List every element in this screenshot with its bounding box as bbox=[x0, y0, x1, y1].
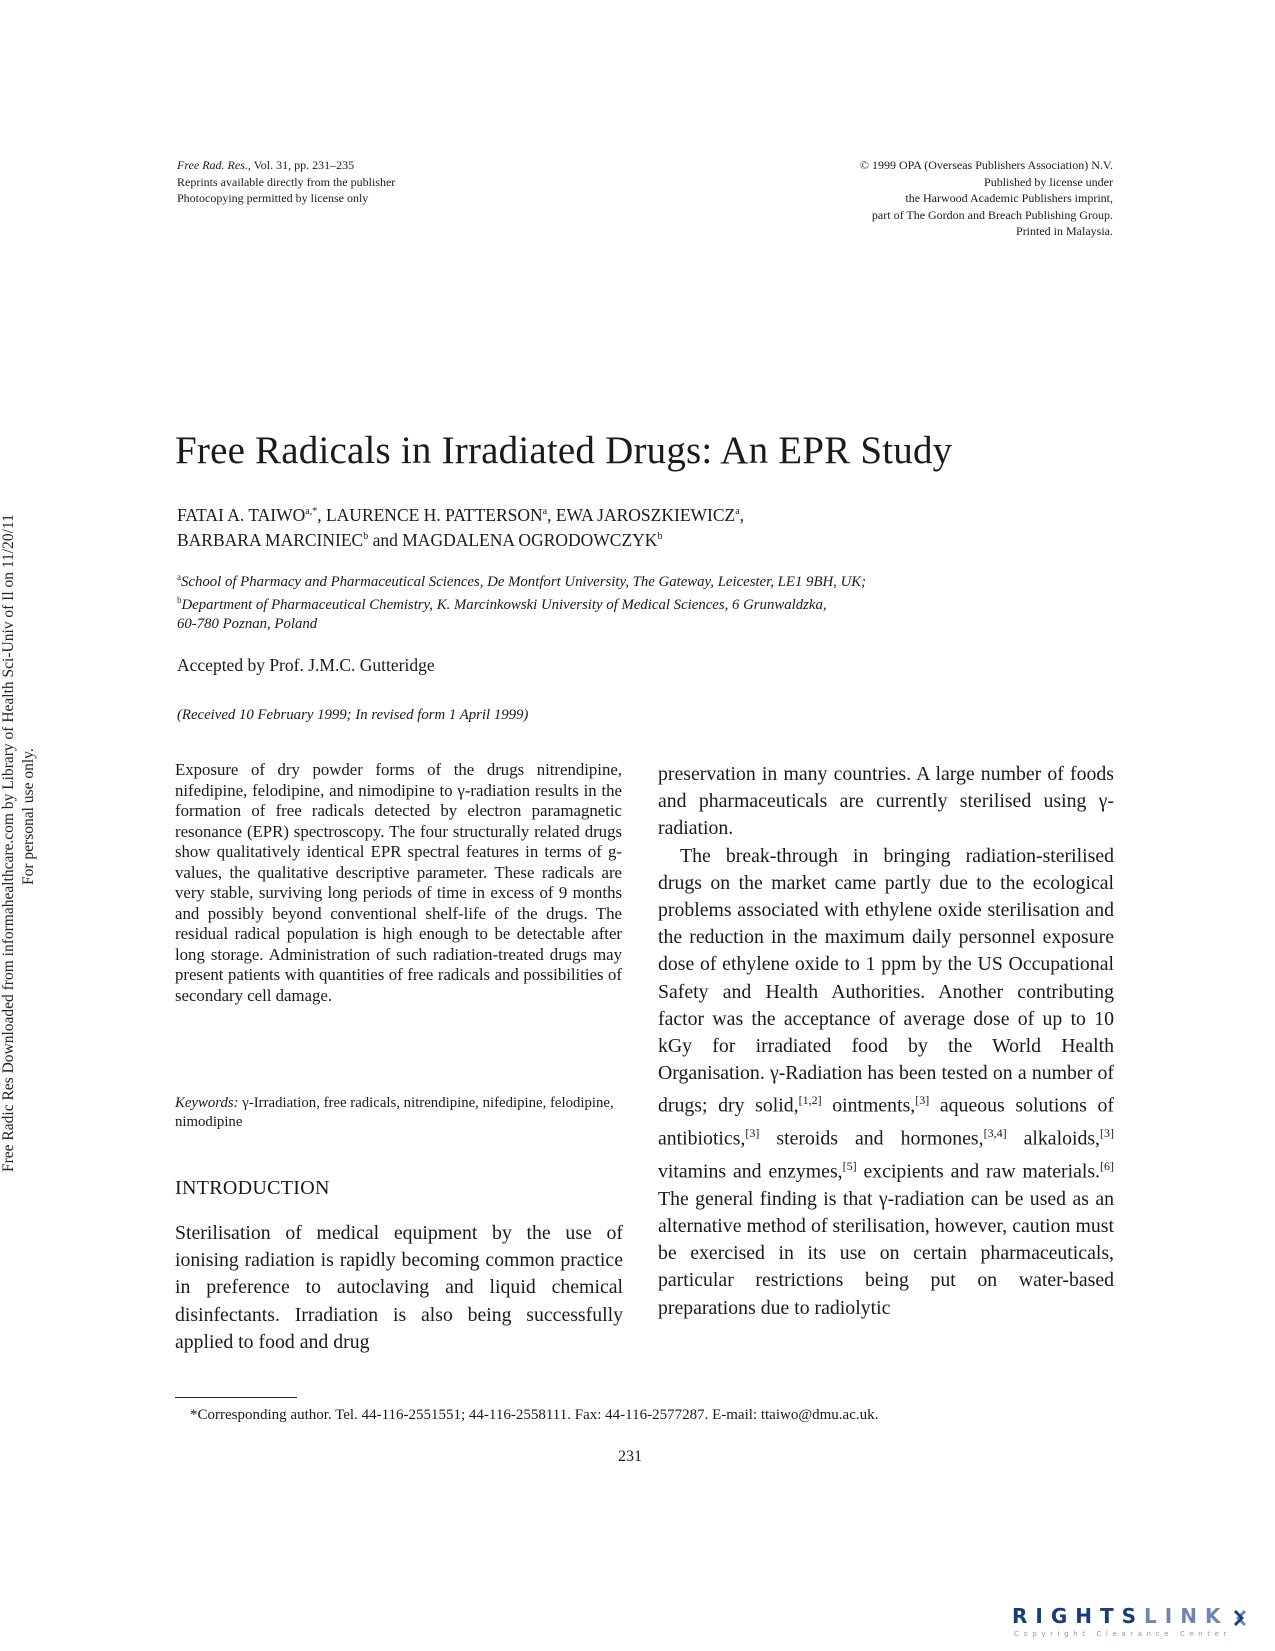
journal-header-left bbox=[177, 157, 597, 207]
section-heading-introduction: INTRODUCTION bbox=[175, 1177, 330, 1199]
author-line-2: BARBARA MARCINIEC$^b$ and MAGDALENA OGRODOWCZYK$^b$ bbox=[177, 529, 663, 550]
rightslink-chevron-icon bbox=[1232, 1606, 1256, 1630]
citation-ref[interactable]: [5] bbox=[842, 1159, 857, 1174]
reprints-note: Reprints available directly from the publisher bbox=[177, 174, 396, 189]
accepted-by: Accepted by Prof. J.M.C. Gutteridge bbox=[177, 655, 435, 675]
journal-citation: Free Rad. Res., Vol. 31, pp. 231–235 bbox=[177, 158, 355, 172]
citation-ref[interactable]: [3] bbox=[1100, 1126, 1114, 1141]
right-column-paragraph-1: preservation in many countries. A large number of foods and pharmaceuticals are currently sterilised using γ-radiation. bbox=[658, 763, 1114, 840]
affiliation-b: $^b$Department of Pharmaceutical Chemistry, K. Marcinkowski University of Medical Sciences, 6 Grunwaldzka, bbox=[177, 595, 827, 614]
citation-ref[interactable]: [3] bbox=[745, 1126, 760, 1141]
photocopying-note: Photocopying permitted by license only bbox=[177, 191, 369, 205]
rightslink-logo[interactable] bbox=[1012, 1604, 1257, 1644]
keywords-label: Keywords: bbox=[175, 1095, 239, 1111]
publishing-group: part of The Gordon and Breach Publishing Group. bbox=[871, 207, 1113, 222]
citation-ref[interactable]: [6] bbox=[1100, 1159, 1114, 1174]
right-column bbox=[658, 761, 1114, 1322]
affiliation-b-cont: 60-780 Poznan, Poland bbox=[177, 615, 318, 632]
right-column-paragraph-2: The break-through in bringing radiation-sterilised drugs on the market came partly due to the ecological problems associated with ethylene oxide sterilisation and the reduction in the maximum daily personnel exposure dose of ethylene oxide to 1 ppm by the US Occupational Safety and Health Authorities. Another contributing factor was the acceptance of average dose of up to 10 kGy for irradiated food by the World Health Organisation. γ-Radiation has been tested on a number of drugs; dry solid,[1,2] ointments,[3] aqueous solutions of antibiotics,[3] steroids and hormones,[3,4] alkaloids,[3] vitamins and enzymes,[5] excipients and raw materials.[6] The general finding is that γ-radiation can be used as an alternative method of sterilisation, however, caution must be exercised in its use on certain pharmaceuticals, particular restrictions being put on water-based preparations due to radiolytic bbox=[658, 844, 1114, 1319]
download-notice-line1: Free Radic Res Downloaded from informahealthcare.com by Library of Health Sci-Univ of Il on 11/20/11 bbox=[0, 514, 17, 1172]
journal-header-right bbox=[680, 157, 1113, 240]
author-list bbox=[177, 501, 744, 551]
license-note: Published by license under bbox=[984, 174, 1113, 189]
article-title: Free Radicals in Irradiated Drugs: An EPR Study bbox=[175, 429, 953, 472]
page-number: 231 bbox=[618, 1448, 642, 1465]
imprint-note: the Harwood Academic Publishers imprint, bbox=[905, 191, 1113, 205]
copyright-notice: © 1999 OPA (Overseas Publishers Association) N.V. bbox=[859, 158, 1113, 172]
rightslink-wordmark: RIGHTSLINK bbox=[1012, 1604, 1229, 1628]
abstract: Exposure of dry powder forms of the drugs nitrendipine, nifedipine, felodipine, and nimodipine to γ-radiation results in the formation of free radicals detected by electron paramagnetic resonance (EPR) spectroscopy. The four structurally related drugs show qualitatively identical EPR spectral features in terms of g-values, the qualitative descriptive parameter. These radicals are very stable, surviving long periods of time in excess of 9 months and possibly beyond conventional shelf-life of the drugs. The residual radical population is high enough to be detectable after long storage. Administration of such radiation-treated drugs may present patients with quantities of free radicals and possibilities of secondary cell damage. bbox=[175, 760, 622, 1005]
affiliation-a: $^a$School of Pharmacy and Pharmaceutical Sciences, De Montfort University, The Gateway, Leicester, LE1 9BH, UK; bbox=[177, 572, 867, 590]
printed-location: Printed in Malaysia. bbox=[1016, 224, 1113, 238]
footnote-rule bbox=[175, 1397, 297, 1398]
rightslink-tagline: Copyright Clearance Center bbox=[1014, 1630, 1232, 1638]
introduction-paragraph: Sterilisation of medical equipment by the use of ionising radiation is rapidly becoming common practice in preference to autoclaving and liquid chemical disinfectants. Irradiation is also being successfully applied to food and drug bbox=[175, 1222, 623, 1353]
author-line-1: FATAI A. $TAIWO^{a,*}$, LAURENCE H. PATTERSON$^a$, EWA JAROSZKIEWICZ$^a$, bbox=[177, 504, 745, 525]
corresponding-author-footnote: *Corresponding author. Tel. 44-116-2551551; 44-116-2558111. Fax: 44-116-2577287. E-mail: ttaiwo@dmu.ac.uk. bbox=[190, 1407, 879, 1423]
download-notice bbox=[0, 340, 40, 1180]
affiliations bbox=[177, 568, 1037, 633]
citation-ref[interactable]: [3] bbox=[915, 1093, 930, 1108]
citation-ref[interactable]: [1,2] bbox=[798, 1093, 822, 1108]
keywords-text: γ-Irradiation, free radicals, nitrendipine, nifedipine, felodipine, nimodipine bbox=[175, 1095, 614, 1130]
citation-ref[interactable]: [3,4] bbox=[983, 1126, 1007, 1141]
keywords bbox=[175, 1094, 622, 1131]
download-notice-line2: For personal use only. bbox=[20, 748, 37, 885]
received-dates: (Received 10 February 1999; In revised form 1 April 1999) bbox=[177, 707, 529, 723]
